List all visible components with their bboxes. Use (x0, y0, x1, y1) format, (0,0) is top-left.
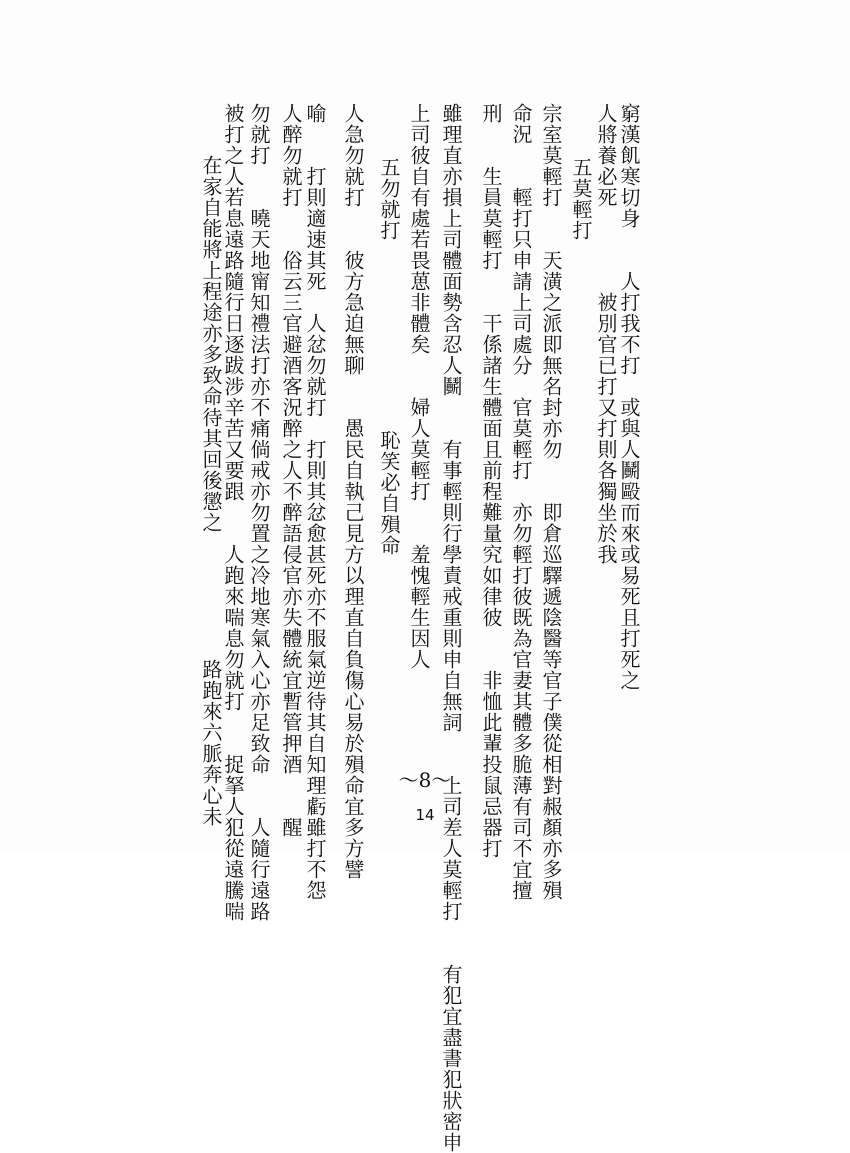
text-column: 五莫輕打 (569, 157, 593, 241)
text-column: 五勿就打 恥笑必自殞命 (377, 157, 401, 556)
text-column: 被打之人若息遠路隨行日逐跋涉辛苦又要跟 人跑來喘息勿就打 捉拏人犯從遠騰喘 (221, 103, 245, 922)
text-column: 在家自能將上程途亦多致命待其回後懲之 路跑來六脈奔心未 (199, 155, 223, 827)
text-column: 上司彼自有處若畏葸非體矣 婦人莫輕打 羞愧輕生因人 (407, 103, 431, 670)
text-column: 人將養必死 被別官已打又打則各獨坐於我 (594, 103, 618, 565)
text-column: 命況 輕打只申請上司處分 官莫輕打 亦勿輕打彼既為官妻其體多脆薄有司不宜擅 (509, 103, 533, 901)
text-column: 雖理直亦損上司體面勢含忍人鬭 有事輕則行學責戒重則申自無詞 上司差人莫輕打 有犯宜盡書犯狀密申 (439, 103, 463, 1153)
page-marker: ～8～ (398, 768, 452, 792)
page-number: 14 (415, 806, 435, 824)
text-column: 人醉勿就打 俗云三官避酒客況醉之人不醉語侵官亦失體統宜暫管押酒 醒 (279, 103, 303, 838)
text-column: 勿就打 曉天地甯知禮法打亦不痛倘戒亦勿置之冷地寒氣入心亦足致命 人隨行遠路 (247, 103, 271, 922)
text-column: 喻 打則適速其死 人忿勿就打 打則其忿愈甚死亦不服氣逆待其自知理虧雖打不怨 (303, 103, 327, 901)
text-column: 刑 生員莫輕打 干係諸生體面且前程難量究如律彼 非恤此輩投鼠忌器打 (479, 103, 503, 859)
text-column: 人急勿就打 彼方急迫無聊 愚民自執己見方以理直自負傷心易於殞命宜多方譬 (341, 103, 365, 880)
text-column: 宗室莫輕打 天潢之派即無名封亦勿 即倉巡驛遞陰醫等官子僕從相對赧顏亦多殞 (539, 103, 563, 901)
text-column: 窮漢飢寒切身 人打我不打 或與人鬭毆而來或易死且打死之 (617, 103, 641, 691)
